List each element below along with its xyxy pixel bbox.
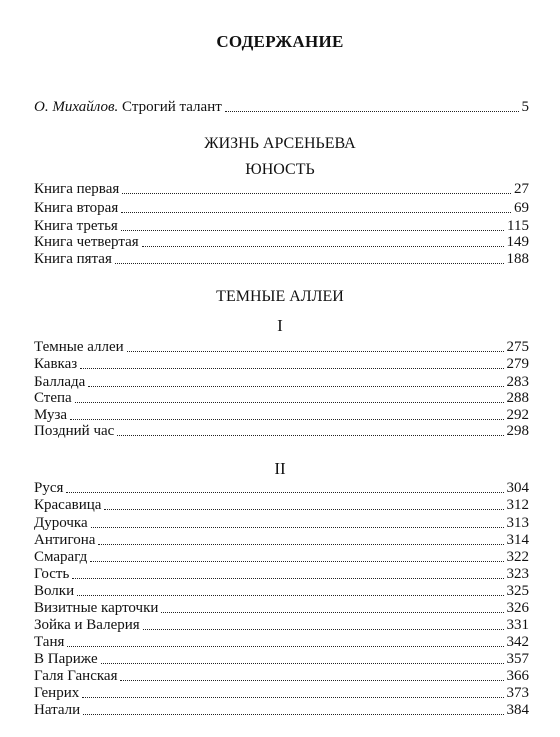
dot-leader — [91, 527, 504, 528]
toc-entry-label: Волки — [34, 583, 75, 599]
toc-entry-page: 323 — [506, 566, 529, 582]
toc-entry-label: Темные аллеи — [34, 339, 124, 355]
dot-leader — [72, 578, 503, 579]
toc-entry-page: 292 — [506, 407, 529, 423]
toc-entry-page: 314 — [506, 532, 529, 548]
toc-entry-label: Таня — [34, 634, 65, 650]
toc-entry-intro — [34, 98, 529, 117]
dot-leader — [120, 680, 503, 681]
toc-entry-page: 298 — [506, 423, 529, 439]
page-title: СОДЕРЖАНИЕ — [216, 32, 344, 51]
dot-leader — [80, 368, 503, 369]
dot-leader — [161, 612, 503, 613]
dot-leader — [122, 193, 511, 194]
toc-entry — [34, 355, 529, 374]
toc-entry-page: 325 — [506, 583, 529, 599]
toc-entry — [34, 180, 529, 199]
toc-entry — [34, 250, 529, 269]
toc-entry-page: 149 — [506, 234, 529, 250]
toc-entry-page: 357 — [506, 651, 529, 667]
toc-entry-label: Степа — [34, 390, 72, 406]
dot-leader — [82, 697, 503, 698]
toc-entry — [34, 496, 529, 515]
dot-leader — [88, 386, 503, 387]
dot-leader — [83, 714, 503, 715]
toc-entry-label: Книга пятая — [34, 251, 112, 267]
toc-entry-page: 366 — [506, 668, 529, 684]
toc-entry-label: Кавказ — [34, 356, 78, 372]
toc-entry-label: Генрих — [34, 685, 80, 701]
dot-leader — [115, 263, 504, 264]
toc-entry-page: 5 — [521, 99, 529, 115]
dot-leader — [121, 212, 511, 213]
toc-entry-label: Зойка и Валерия — [34, 617, 140, 633]
toc-entry-page: 275 — [506, 339, 529, 355]
toc-entry-page: 312 — [506, 497, 529, 513]
section-heading-ii: II — [274, 459, 286, 478]
toc-entry-label: Поздний час — [34, 423, 115, 439]
dot-leader — [142, 246, 504, 247]
toc-entry-page: 115 — [507, 218, 529, 234]
toc-entry-label: Визитные карточки — [34, 600, 159, 616]
dot-leader — [127, 351, 504, 352]
toc-entry-page: 373 — [506, 685, 529, 701]
toc-entry-label — [34, 98, 222, 117]
toc-entry-page: 188 — [506, 251, 529, 267]
dot-leader — [70, 419, 503, 420]
toc-entry-label: Баллада — [34, 374, 86, 390]
toc-entry-page: 288 — [506, 390, 529, 406]
dot-leader — [67, 646, 503, 647]
dot-leader — [121, 230, 504, 231]
intro-title: Строгий талант — [122, 99, 222, 115]
toc-entry-label: В Париже — [34, 651, 98, 667]
toc-entry-page: 331 — [506, 617, 529, 633]
toc-entry-page: 326 — [506, 600, 529, 616]
toc-entry-page: 27 — [514, 181, 529, 197]
toc-entry — [34, 422, 529, 441]
dot-leader — [66, 492, 503, 493]
part-heading-arsenyev: ЖИЗНЬ АРСЕНЬЕВА — [204, 135, 356, 152]
dot-leader — [75, 402, 504, 403]
toc-entry-label: Гость — [34, 566, 70, 582]
toc-entry-label: Красавица — [34, 497, 102, 513]
toc-entry-page: 342 — [506, 634, 529, 650]
dot-leader — [90, 561, 503, 562]
toc-entry-page: 313 — [506, 515, 529, 531]
toc-entry-label: Книга вторая — [34, 200, 119, 216]
toc-entry-page: 304 — [506, 480, 529, 496]
toc-entry-page: 69 — [514, 200, 529, 216]
toc-entry-label: Натали — [34, 702, 81, 718]
toc-entry-label: Дурочка — [34, 515, 88, 531]
intro-author: О. Михайлов. — [34, 99, 119, 115]
dot-leader — [117, 435, 503, 436]
toc-entry-label: Антигона — [34, 532, 96, 548]
toc-entry-label: Муза — [34, 407, 68, 423]
toc-entry-label: Книга третья — [34, 218, 118, 234]
toc-entry-label: Книга первая — [34, 181, 120, 197]
subheading-youth: ЮНОСТЬ — [245, 161, 315, 178]
toc-entry — [34, 199, 529, 218]
toc-entry-page: 322 — [506, 549, 529, 565]
dot-leader — [98, 544, 503, 545]
toc-entry-page: 279 — [506, 356, 529, 372]
toc-entry-label: Руся — [34, 480, 64, 496]
toc-entry-label: Смарагд — [34, 549, 88, 565]
toc-entry — [34, 701, 529, 720]
toc-entry-label: Галя Ганская — [34, 668, 118, 684]
toc-entry-page: 384 — [506, 702, 529, 718]
part-heading-dark-alleys: ТЕМНЫЕ АЛЛЕИ — [216, 288, 344, 305]
toc-entry-page: 283 — [506, 374, 529, 390]
toc-entry-label: Книга четвертая — [34, 234, 139, 250]
section-heading-i: I — [277, 316, 283, 335]
dot-leader — [101, 663, 504, 664]
dot-leader — [77, 595, 503, 596]
dot-leader — [104, 509, 503, 510]
dot-leader — [225, 111, 519, 112]
dot-leader — [143, 629, 504, 630]
